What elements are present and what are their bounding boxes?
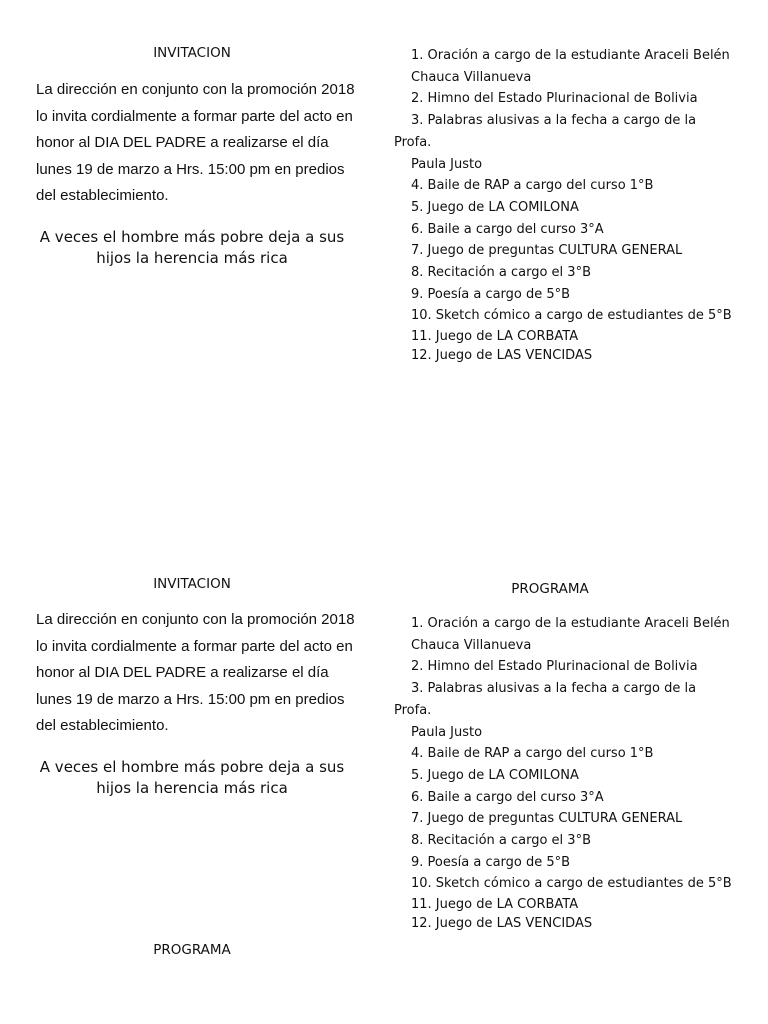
invitation-body-1: La dirección en conjunto con la promoción 2018 lo invita cordialmente a formar parte del acto en honor al DIA DEL PADRE a realizarse el día lunes 19 de marzo a Hrs. 15:00 pm en predios del establecimiento. (36, 81, 355, 204)
program-list-1 (394, 45, 732, 365)
program-item-1: 1. Oración a cargo de la estudiante Araceli Belén (411, 616, 730, 631)
program-item-9: 9. Poesía a cargo de 5°B (411, 854, 571, 870)
program-item-4: 4. Baile de RAP a cargo del curso 1°B (411, 746, 654, 762)
invitation-body-2: La dirección en conjunto con la promoción 2018 lo invita cordialmente a formar parte del acto en honor al DIA DEL PADRE a realizarse el día lunes 19 de marzo a Hrs. 15:00 pm en predios del establecimiento. (36, 611, 355, 734)
program-item-1-cont: Chauca Villanueva (411, 637, 532, 653)
program-item-3: 3. Palabras alusivas a la fecha a cargo de la (411, 681, 697, 697)
program-item-8: 8. Recitación a cargo el 3°B (411, 265, 591, 281)
program-item-12: 12. Juego de LAS VENCIDAS (411, 348, 593, 364)
program-item-1-cont: Chauca Villanueva (411, 69, 532, 85)
invitation-title-1: INVITACION (153, 45, 231, 61)
program-item-8: 8. Recitación a cargo el 3°B (411, 833, 591, 849)
program-item-3-cont: Profa. (394, 702, 432, 718)
program-item-3-name: Paula Justo (411, 724, 483, 740)
invitation-title-2: INVITACION (153, 576, 231, 592)
program-title-2: PROGRAMA (511, 581, 589, 597)
program-item-2: 2. Himno del Estado Plurinacional de Bolivia (411, 91, 698, 107)
program-title-3: PROGRAMA (153, 942, 231, 958)
program-item-9: 9. Poesía a cargo de 5°B (411, 286, 571, 302)
invitation-quote-1: A veces el hombre más pobre deja a sus hijos la herencia más rica (39, 228, 345, 267)
program-item-6: 6. Baile a cargo del curso 3°A (411, 789, 604, 805)
program-list-2 (394, 613, 732, 933)
program-item-7: 7. Juego de preguntas CULTURA GENERAL (411, 243, 683, 259)
program-item-12: 12. Juego de LAS VENCIDAS (411, 916, 593, 932)
program-item-11: 11. Juego de LA CORBATA (411, 329, 579, 345)
program-item-5: 5. Juego de LA COMILONA (411, 199, 579, 215)
program-item-7: 7. Juego de preguntas CULTURA GENERAL (411, 811, 683, 827)
program-item-5: 5. Juego de LA COMILONA (411, 767, 579, 783)
program-item-4: 4. Baile de RAP a cargo del curso 1°B (411, 178, 654, 194)
program-item-1: 1. Oración a cargo de la estudiante Araceli Belén (411, 48, 730, 63)
program-item-3: 3. Palabras alusivas a la fecha a cargo de la (411, 113, 697, 129)
program-item-2: 2. Himno del Estado Plurinacional de Bolivia (411, 659, 698, 675)
program-item-3-cont: Profa. (394, 134, 432, 150)
invitation-quote-2: A veces el hombre más pobre deja a sus hijos la herencia más rica (39, 758, 345, 797)
program-item-10: 10. Sketch cómico a cargo de estudiantes de 5°B (411, 308, 732, 324)
program-item-3-name: Paula Justo (411, 156, 483, 172)
program-item-11: 11. Juego de LA CORBATA (411, 897, 579, 913)
program-item-10: 10. Sketch cómico a cargo de estudiantes de 5°B (411, 876, 732, 892)
program-item-6: 6. Baile a cargo del curso 3°A (411, 221, 604, 237)
